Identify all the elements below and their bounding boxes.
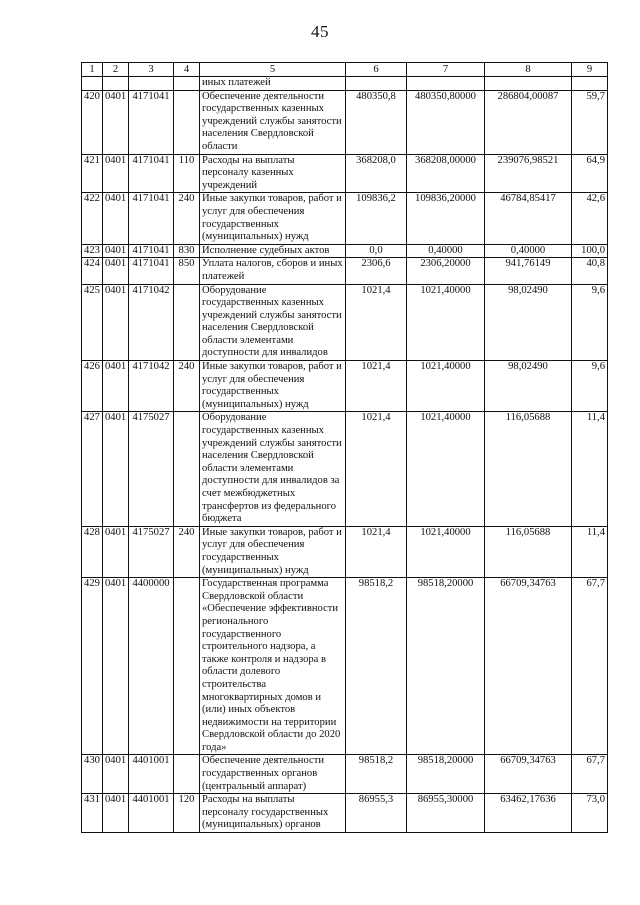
target-code: 4175027 (129, 412, 174, 526)
row-number: 421 (82, 154, 103, 193)
col7-value: 1021,40000 (407, 284, 485, 361)
budget-table (81, 62, 608, 833)
col8-value (485, 77, 572, 91)
row-number: 420 (82, 90, 103, 154)
col7-value: 98518,20000 (407, 578, 485, 755)
target-code: 4400000 (129, 578, 174, 755)
description: Обеспечение деятельности государственных органов (центральный аппарат) (200, 755, 346, 794)
col6-value: 1021,4 (346, 526, 407, 577)
expense-code: 240 (174, 361, 200, 412)
target-code (129, 77, 174, 91)
target-code: 4401001 (129, 755, 174, 794)
header-cell: 6 (346, 63, 407, 77)
col8-value: 941,76149 (485, 258, 572, 284)
description: Обеспечение деятельности государственных казенных учреждений службы занятости населения Свердловской области (200, 90, 346, 154)
header-cell: 9 (572, 63, 608, 77)
row-number: 428 (82, 526, 103, 577)
col7-value: 0,40000 (407, 244, 485, 258)
row-number: 430 (82, 755, 103, 794)
header-cell: 5 (200, 63, 346, 77)
target-code: 4401001 (129, 794, 174, 833)
col7-value: 1021,40000 (407, 412, 485, 526)
section-code: 0401 (103, 794, 129, 833)
col7-value: 98518,20000 (407, 755, 485, 794)
target-code: 4171041 (129, 154, 174, 193)
col6-value: 2306,6 (346, 258, 407, 284)
expense-code (174, 578, 200, 755)
target-code: 4175027 (129, 526, 174, 577)
col9-value: 100,0 (572, 244, 608, 258)
col6-value (346, 77, 407, 91)
expense-code: 240 (174, 193, 200, 244)
col9-value (572, 77, 608, 91)
col6-value: 480350,8 (346, 90, 407, 154)
col9-value: 59,7 (572, 90, 608, 154)
row-number: 429 (82, 578, 103, 755)
col8-value: 66709,34763 (485, 578, 572, 755)
row-number: 427 (82, 412, 103, 526)
col7-value: 86955,30000 (407, 794, 485, 833)
description: иных платежей (200, 77, 346, 91)
description: Иные закупки товаров, работ и услуг для обеспечения государственных (муниципальных) нужд (200, 193, 346, 244)
target-code: 4171042 (129, 361, 174, 412)
col9-value: 40,8 (572, 258, 608, 284)
col8-value: 63462,17636 (485, 794, 572, 833)
col7-value: 109836,20000 (407, 193, 485, 244)
col7-value: 2306,20000 (407, 258, 485, 284)
table-row (82, 154, 608, 193)
page-number: 45 (311, 22, 329, 41)
col9-value: 9,6 (572, 361, 608, 412)
col6-value: 98518,2 (346, 755, 407, 794)
col9-value: 11,4 (572, 412, 608, 526)
col8-value: 0,40000 (485, 244, 572, 258)
section-code: 0401 (103, 361, 129, 412)
col8-value: 116,05688 (485, 412, 572, 526)
target-code: 4171041 (129, 258, 174, 284)
table-row (82, 90, 608, 154)
target-code: 4171042 (129, 284, 174, 361)
table-row (82, 258, 608, 284)
expense-code: 110 (174, 154, 200, 193)
header-cell: 2 (103, 63, 129, 77)
col8-value: 239076,98521 (485, 154, 572, 193)
description: Оборудование государственных казенных учреждений службы занятости населения Свердловской области элементами доступности для инвалидов за счет межбюджетных трансфертов из федерального бюджета (200, 412, 346, 526)
expense-code (174, 90, 200, 154)
col9-value: 11,4 (572, 526, 608, 577)
header-cell: 1 (82, 63, 103, 77)
row-number: 424 (82, 258, 103, 284)
row-number: 426 (82, 361, 103, 412)
table-row (82, 794, 608, 833)
section-code: 0401 (103, 258, 129, 284)
table-row (82, 193, 608, 244)
header-row (82, 63, 608, 77)
col8-value: 116,05688 (485, 526, 572, 577)
table-row (82, 361, 608, 412)
description: Расходы на выплаты персоналу государственных (муниципальных) органов (200, 794, 346, 833)
table-row (82, 77, 608, 91)
description: Государственная программа Свердловской области «Обеспечение эффективности регионального государственного строительного надзора, а также контроля и надзора в области долевого строительства многоквартирных домов и (или) иных объектов недвижимости на территории Свердловской области до 2020 года» (200, 578, 346, 755)
col6-value: 86955,3 (346, 794, 407, 833)
section-code: 0401 (103, 578, 129, 755)
table-row (82, 578, 608, 755)
target-code: 4171041 (129, 244, 174, 258)
target-code: 4171041 (129, 193, 174, 244)
col6-value: 1021,4 (346, 361, 407, 412)
section-code: 0401 (103, 90, 129, 154)
description: Иные закупки товаров, работ и услуг для обеспечения государственных (муниципальных) нужд (200, 526, 346, 577)
col9-value: 67,7 (572, 578, 608, 755)
row-number: 422 (82, 193, 103, 244)
section-code: 0401 (103, 755, 129, 794)
expense-code (174, 412, 200, 526)
col7-value (407, 77, 485, 91)
header-cell: 8 (485, 63, 572, 77)
row-number (82, 77, 103, 91)
col9-value: 64,9 (572, 154, 608, 193)
col9-value: 67,7 (572, 755, 608, 794)
table-row (82, 755, 608, 794)
description: Оборудование государственных казенных учреждений службы занятости населения Свердловской области элементами доступности для инвалидов (200, 284, 346, 361)
col8-value: 98,02490 (485, 284, 572, 361)
col7-value: 480350,80000 (407, 90, 485, 154)
description: Иные закупки товаров, работ и услуг для обеспечения государственных (муниципальных) нужд (200, 361, 346, 412)
description: Исполнение судебных актов (200, 244, 346, 258)
section-code: 0401 (103, 244, 129, 258)
section-code (103, 77, 129, 91)
expense-code (174, 284, 200, 361)
col6-value: 1021,4 (346, 412, 407, 526)
col6-value: 368208,0 (346, 154, 407, 193)
col6-value: 109836,2 (346, 193, 407, 244)
table-row (82, 244, 608, 258)
row-number: 431 (82, 794, 103, 833)
expense-code (174, 755, 200, 794)
col6-value: 98518,2 (346, 578, 407, 755)
expense-code: 120 (174, 794, 200, 833)
header-cell: 7 (407, 63, 485, 77)
col7-value: 368208,00000 (407, 154, 485, 193)
col8-value: 286804,00087 (485, 90, 572, 154)
expense-code: 830 (174, 244, 200, 258)
expense-code: 240 (174, 526, 200, 577)
col6-value: 0,0 (346, 244, 407, 258)
row-number: 423 (82, 244, 103, 258)
table-row (82, 284, 608, 361)
description: Уплата налогов, сборов и иных платежей (200, 258, 346, 284)
section-code: 0401 (103, 412, 129, 526)
col9-value: 42,6 (572, 193, 608, 244)
target-code: 4171041 (129, 90, 174, 154)
col9-value: 9,6 (572, 284, 608, 361)
col8-value: 46784,85417 (485, 193, 572, 244)
header-cell: 3 (129, 63, 174, 77)
description: Расходы на выплаты персоналу казенных учреждений (200, 154, 346, 193)
table-row (82, 526, 608, 577)
col8-value: 98,02490 (485, 361, 572, 412)
section-code: 0401 (103, 284, 129, 361)
section-code: 0401 (103, 193, 129, 244)
section-code: 0401 (103, 154, 129, 193)
col6-value: 1021,4 (346, 284, 407, 361)
expense-code (174, 77, 200, 91)
col8-value: 66709,34763 (485, 755, 572, 794)
header-cell: 4 (174, 63, 200, 77)
row-number: 425 (82, 284, 103, 361)
col7-value: 1021,40000 (407, 526, 485, 577)
section-code: 0401 (103, 526, 129, 577)
expense-code: 850 (174, 258, 200, 284)
col9-value: 73,0 (572, 794, 608, 833)
table-row (82, 412, 608, 526)
col7-value: 1021,40000 (407, 361, 485, 412)
